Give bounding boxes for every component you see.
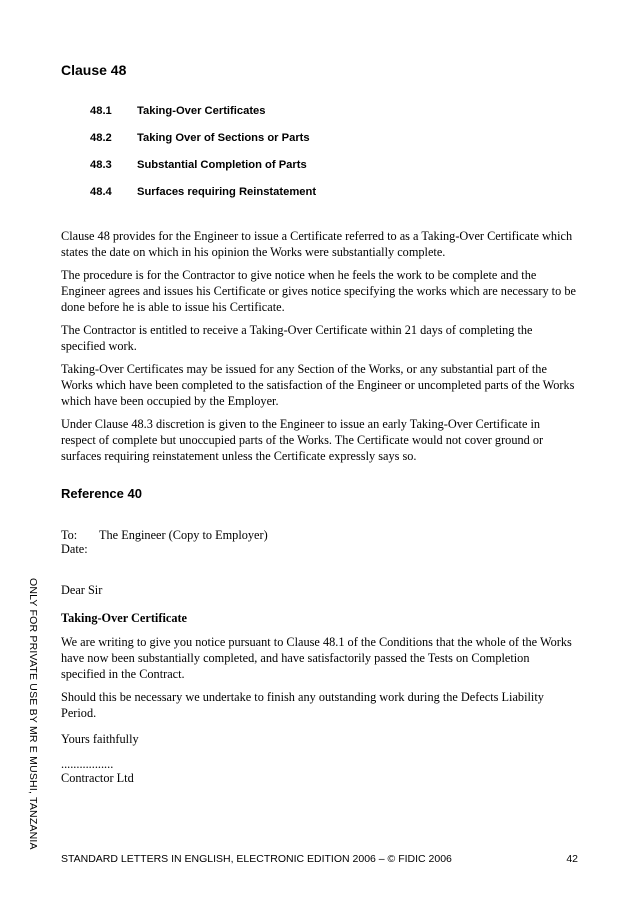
reference-heading: Reference 40 [61, 486, 142, 501]
paragraph: The procedure is for the Contractor to give notice when he feels the work to be complete and the Engineer agrees and issues his Certificate or gives notice specifying the works which are necessary to be done before he is able to issue his Certificate. [61, 268, 576, 314]
page-footer [61, 853, 578, 865]
to-value: The Engineer (Copy to Employer) [99, 528, 268, 542]
footer-text: STANDARD LETTERS IN ENGLISH, ELECTRONIC EDITION 2006 – © FIDIC 2006 [61, 853, 452, 865]
letter-salutation: Dear Sir [61, 583, 103, 597]
sub-clause-number: 48.4 [90, 186, 112, 198]
sub-clause-title: Surfaces requiring Reinstatement [137, 186, 317, 198]
side-watermark: ONLY FOR PRIVATE USE BY MR E MUSHI, TANZANIA [27, 578, 39, 850]
signature-line: ................. [61, 757, 114, 771]
date-label: Date: [61, 542, 88, 556]
sub-clause-title: Substantial Completion of Parts [137, 159, 307, 171]
clause-heading: Clause 48 [61, 62, 127, 78]
letter-closing: Yours faithfully [61, 732, 139, 746]
sub-clause-title: Taking Over of Sections or Parts [137, 132, 310, 144]
sub-clause-number: 48.2 [90, 132, 112, 144]
letter-subject: Taking-Over Certificate [61, 611, 188, 625]
sub-clause-number: 48.1 [90, 105, 112, 117]
page-number: 42 [566, 853, 578, 865]
sub-clause-title: Taking-Over Certificates [137, 105, 266, 117]
paragraph: Clause 48 provides for the Engineer to issue a Certificate referred to as a Taking-Over Certificate which states the date on which in his opinion the Works were substantially complete. [61, 229, 573, 259]
paragraph: Under Clause 48.3 discretion is given to the Engineer to issue an early Taking-Over Certificate in respect of complete but unoccupied parts of the Works. The Certificate would not cover ground or surfaces requiring reinstatement unless the Certificate expressly says so. [61, 417, 544, 463]
sub-clause-number: 48.3 [90, 159, 112, 171]
letter-date-line [61, 541, 99, 557]
letter-signatory: Contractor Ltd [61, 771, 134, 785]
letter-body: Should this be necessary we undertake to finish any outstanding work during the Defects Liability Period. [61, 690, 544, 720]
paragraph: Taking-Over Certificates may be issued for any Section of the Works, or any substantial part of the Works which have been completed to the satisfaction of the Engineer or uncompleted parts of the Works which have been occupied by the Employer. [61, 362, 575, 408]
letter-body: We are writing to give you notice pursuant to Clause 48.1 of the Conditions that the whole of the Works have now been substantially completed, and have satisfactorily passed the Tests on Completion specified in the Contract. [61, 635, 572, 681]
paragraph: The Contractor is entitled to receive a Taking-Over Certificate within 21 days of completing the specified work. [61, 323, 533, 353]
to-label: To: [61, 528, 78, 542]
